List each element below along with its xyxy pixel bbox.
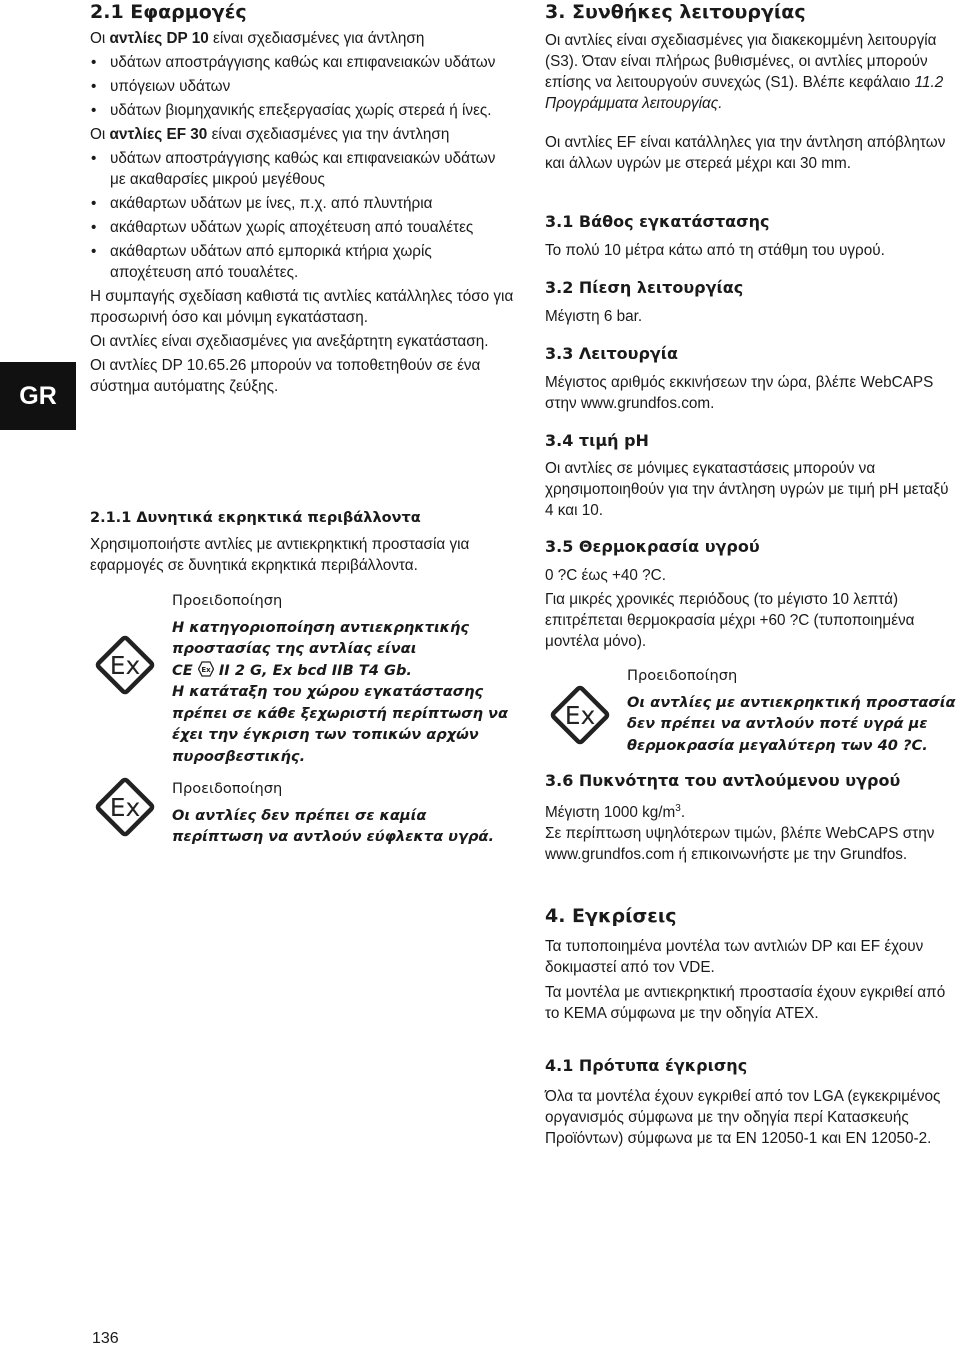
warning-temperature	[627, 665, 959, 756]
warning-title: Προειδοποίηση	[627, 667, 738, 684]
list-item: • υπόγειων υδάτων	[90, 76, 515, 97]
section-3-5-title: 3.5 Θερμοκρασία υγρού	[545, 537, 760, 556]
svg-text:Ex: Ex	[109, 793, 141, 822]
paragraph: Για μικρές χρονικές περιόδους (το μέγιστο 10 λεπτά) επιτρέπεται θερμοκρασία μέχρι +60 ?C (τυποποιημένα μοντέλα μόνο).	[545, 591, 915, 650]
warning-title: Προειδοποίηση	[172, 780, 283, 797]
warning-title: Προειδοποίηση	[172, 592, 283, 609]
paragraph: Τα μοντέλα με αντιεκρηκτική προστασία έχουν εγκριθεί από το KEMA σύμφωνα με την οδηγία ATEX.	[545, 984, 946, 1022]
paragraph: Μέγιστη 6 bar.	[545, 308, 643, 325]
list-item: • υδάτων αποστράγγισης καθώς και επιφανειακών υδάτων με ακαθαρσίες μικρού μεγέθους	[90, 148, 515, 190]
section-3-3-title: 3.3 Λειτουργία	[545, 344, 679, 363]
section-3-1-title: 3.1 Βάθος εγκατάστασης	[545, 212, 770, 231]
list-item: • ακάθαρτων υδάτων χωρίς αποχέτευση από τουαλέτες	[90, 217, 515, 238]
svg-text:Ex: Ex	[109, 651, 141, 680]
paragraph: Οι αντλίες DP 10.65.26 μπορούν να τοποθετηθούν σε ένα σύστημα αυτόματης ζεύξης.	[90, 357, 481, 395]
paragraph: Η συμπαγής σχεδίαση καθιστά τις αντλίες κατάλληλες τόσο για προσωρινή όσο και μόνιμη εγκατάσταση.	[90, 288, 514, 326]
ef-intro: Οι αντλίες EF 30 είναι σχεδιασμένες για την άντληση	[90, 126, 450, 143]
list-item: • ακάθαρτων υδάτων με ίνες, π.χ. από πλυντήρια	[90, 193, 515, 214]
paragraph: 0 ?C έως +40 ?C.	[545, 567, 666, 584]
warning-body: Η κατηγοριοποίηση αντιεκρηκτικής προστασίας της αντλίας είναι	[172, 618, 470, 657]
paragraph: Οι αντλίες EF είναι κατάλληλες για την άντληση απόβλητων και άλλων υγρών με στερεά μέχρι και 30 mm.	[545, 134, 946, 172]
section-3-2-title: 3.2 Πίεση λειτουργίας	[545, 278, 744, 297]
warning-body: Οι αντλίες με αντιεκρηκτική προστασία δεν πρέπει να αντλούν ποτέ υγρά με θερμοκρασία μεγαλύτερη των 40 ?C.	[627, 693, 956, 754]
paragraph: Τα τυποποιημένα μοντέλα των αντλιών DP και EF έχουν δοκιμαστεί από τον VDE.	[545, 938, 924, 976]
section-2-1-title: 2.1 Εφαρμογές	[90, 1, 247, 23]
dp-intro: Οι αντλίες DP 10 είναι σχεδιασμένες για άντληση	[90, 30, 425, 47]
list-item: • υδάτων βιομηχανικής επεξεργασίας χωρίς στερεά ή ίνες.	[90, 100, 515, 121]
section-4-title: 4. Εγκρίσεις	[545, 905, 677, 927]
svg-text:Ex: Ex	[201, 665, 211, 674]
warning-flammable	[172, 778, 517, 848]
paragraph: Μέγιστος αριθμός εκκινήσεων την ώρα, βλέπε WebCAPS στην www.grundfos.com.	[545, 374, 934, 412]
list-item: • υδάτων αποστράγγισης καθώς και επιφανειακών υδάτων	[90, 52, 515, 73]
language-tab: GR	[0, 362, 76, 430]
list-item: • ακάθαρτων υδάτων από εμπορικά κτήρια χωρίς αποχέτευση από τουαλέτες.	[90, 241, 515, 283]
warning-body: CE Ex II 2 G, Ex bcd IIB T4 Gb.	[172, 661, 412, 679]
section-4-1-title: 4.1 Πρότυπα έγκρισης	[545, 1056, 748, 1075]
section-3-title: 3. Συνθήκες λειτουργίας	[545, 1, 806, 23]
warning-body: Η κατάταξη του χώρου εγκατάστασης πρέπει σε κάθε ξεχωριστή περίπτωση να έχει την έγκριση των τοπικών αρχών πυροσβεστικής.	[172, 683, 509, 765]
ex-hexagon-icon	[198, 661, 214, 677]
paragraph: Σε περίπτωση υψηλότερων τιμών, βλέπε WebCAPS στην www.grundfos.com ή επικοινωνήστε με την Grundfos.	[545, 825, 935, 863]
ex-symbol-icon	[94, 776, 156, 838]
paragraph: Μέγιστη 1000 $kg/m^3$.	[545, 803, 686, 822]
ex-symbol-icon	[94, 634, 156, 696]
svg-text:Ex: Ex	[564, 701, 596, 730]
paragraph: Όλα τα μοντέλα έχουν εγκριθεί από τον LGA (εγκεκριμένος οργανισμός σύμφωνα με την οδηγία περί Κατασκευής Προϊόντων) σύμφωνα με τα EN 12050-1 και EN 12050-2.	[545, 1088, 941, 1147]
paragraph: Οι αντλίες είναι σχεδιασμένες για διακεκομμένη λειτουργία (S3). Όταν είναι πλήρως βυθισμένες, οι αντλίες μπορούν επίσης να λειτουργούν συνεχώς (S1). Βλέπε κεφάλαιο 11.2 Προγράμματα λειτουργίας.	[545, 32, 944, 112]
paragraph: Οι αντλίες σε μόνιμες εγκαταστάσεις μπορούν να χρησιμοποιηθούν για την άντληση υγρών με τιμή pH μεταξύ 4 και 10.	[545, 460, 949, 519]
section-2-1-1-title: 2.1.1 Δυνητικά εκρηκτικά περιβάλλοντα	[90, 510, 421, 526]
paragraph: Χρησιμοποιήστε αντλίες με αντιεκρηκτική προστασία για εφαρμογές σε δυνητικά εκρηκτικά περιβάλλοντα.	[90, 536, 470, 574]
ex-symbol-icon	[549, 684, 611, 746]
warning-ex-classification	[172, 590, 517, 767]
section-3-4-title: 3.4 τιμή pH	[545, 431, 649, 450]
page-number: 136	[92, 1330, 119, 1347]
paragraph: Οι αντλίες είναι σχεδιασμένες για ανεξάρτητη εγκατάσταση.	[90, 333, 489, 350]
paragraph: Το πολύ 10 μέτρα κάτω από τη στάθμη του υγρού.	[545, 242, 885, 259]
warning-body: Οι αντλίες δεν πρέπει σε καμία περίπτωση να αντλούν εύφλεκτα υγρά.	[172, 806, 494, 845]
section-3-6-title: 3.6 Πυκνότητα του αντλούμενου υγρού	[545, 771, 901, 790]
